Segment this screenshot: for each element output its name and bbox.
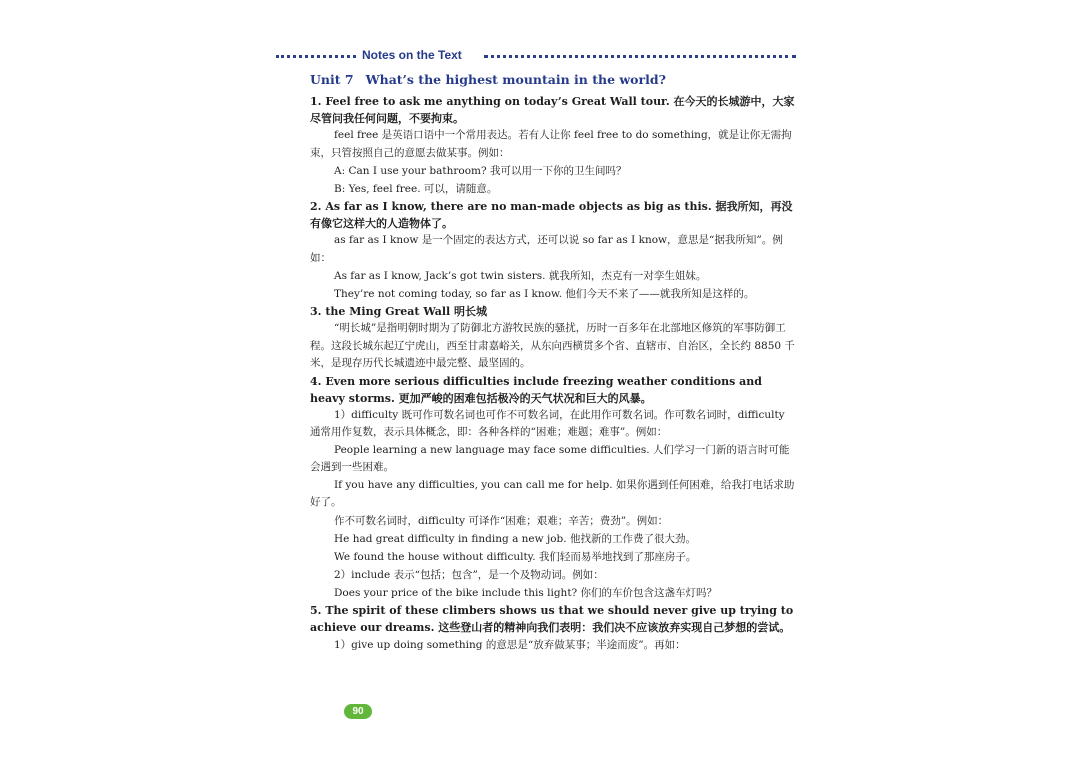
notes-body (310, 72, 796, 654)
note-2-explanation: as far as I know 是一个固定的表达方式，还可以说 so far as I know，意思是“据我所知”。例如： (310, 234, 783, 264)
note-4-example: If you have any difficulties, you can call me for help. 如果你遇到任何困难，给我打电话求助好了。 (310, 478, 795, 508)
note-4-explanation: 作不可数名词时，difficulty 可译作“困难；艰难；辛苦；费劲”。例如： (334, 514, 669, 527)
unit-heading (310, 72, 796, 87)
note-4-heading: 4. Even more serious difficulties include freezing weather conditions and heavy storms. 更加严峻的困难包括极冷的天气状况和巨大的风暴。 (310, 374, 762, 405)
note-4-example: We found the house without difficulty. 我们轻而易举地找到了那座房子。 (334, 550, 697, 563)
note-4-example: He had great difficulty in finding a new job. 他找新的工作费了很大劲。 (334, 532, 696, 545)
header-dotted-rule-left (276, 55, 356, 58)
note-1-heading: 1. Feel free to ask me anything on today’s Great Wall tour. 在今天的长城游中，大家尽管问我任何问题，不要拘束。 (310, 95, 795, 125)
note-1-explanation: feel free 是英语口语中一个常用表达。若有人让你 feel free to do something，就是让你无需拘束，只管按照自己的意愿去做某事。例如： (310, 129, 792, 159)
note-3-explanation: “明长城”是指明朝时期为了防御北方游牧民族的骚扰，历时一百多年在北部地区修筑的军事防御工程。这段长城东起辽宁虎山，西至甘肃嘉峪关，从东向西横贯多个省、直辖市、自治区，全长约 8850 千米，是现存历代长城遗迹中最完整、最坚固的。 (310, 322, 795, 369)
unit-title: What’s the highest mountain in the world? (365, 72, 666, 87)
note-5-heading: 5. The spirit of these climbers shows us that we should never give up trying to achieve our dreams. 这些登山者的精神向我们表明：我们决不应该放弃实现自己梦想的尝试。 (310, 603, 794, 634)
note-4-explanation: 1）difficulty 既可作可数名词也可作不可数名词，在此用作可数名词。作可数名词时，difficulty 通常用作复数，表示具体概念，即：各种各样的“困难；难题；难事”。例如： (310, 408, 785, 438)
section-header (276, 48, 796, 64)
note-2-example: They’re not coming today, so far as I know. 他们今天不来了——就我所知是这样的。 (334, 288, 755, 300)
note-4-explanation: 2）include 表示“包括；包含”，是一个及物动词。例如： (334, 568, 604, 581)
textbook-page (276, 44, 796, 734)
section-title: Notes on the Text (362, 48, 462, 62)
note-2-heading: 2. As far as I know, there are no man-made objects as big as this. 据我所知，再没有像它这样大的人造物体了。 (310, 200, 793, 230)
header-dotted-rule-right (484, 55, 796, 58)
note-2-example: As far as I know, Jack’s got twin sisters. 就我所知，杰克有一对孪生姐妹。 (334, 270, 707, 282)
note-4-example: Does your price of the bike include this light? 你们的车价包含这盏车灯吗？ (334, 586, 718, 599)
note-1-example: B: Yes, feel free. 可以，请随意。 (334, 183, 498, 195)
note-4-example: People learning a new language may face some difficulties. 人们学习一门新的语言时可能会遇到一些困难。 (310, 443, 790, 473)
note-1-example: A: Can I use your bathroom? 我可以用一下你的卫生间吗？ (334, 165, 627, 177)
unit-number: Unit 7 (310, 72, 354, 87)
note-3-heading: 3. the Ming Great Wall 明长城 (310, 305, 488, 318)
note-5-explanation: 1）give up doing something 的意思是“放弃做某事；半途而废”。再如： (334, 638, 686, 651)
page-number-badge: 90 (344, 704, 372, 719)
